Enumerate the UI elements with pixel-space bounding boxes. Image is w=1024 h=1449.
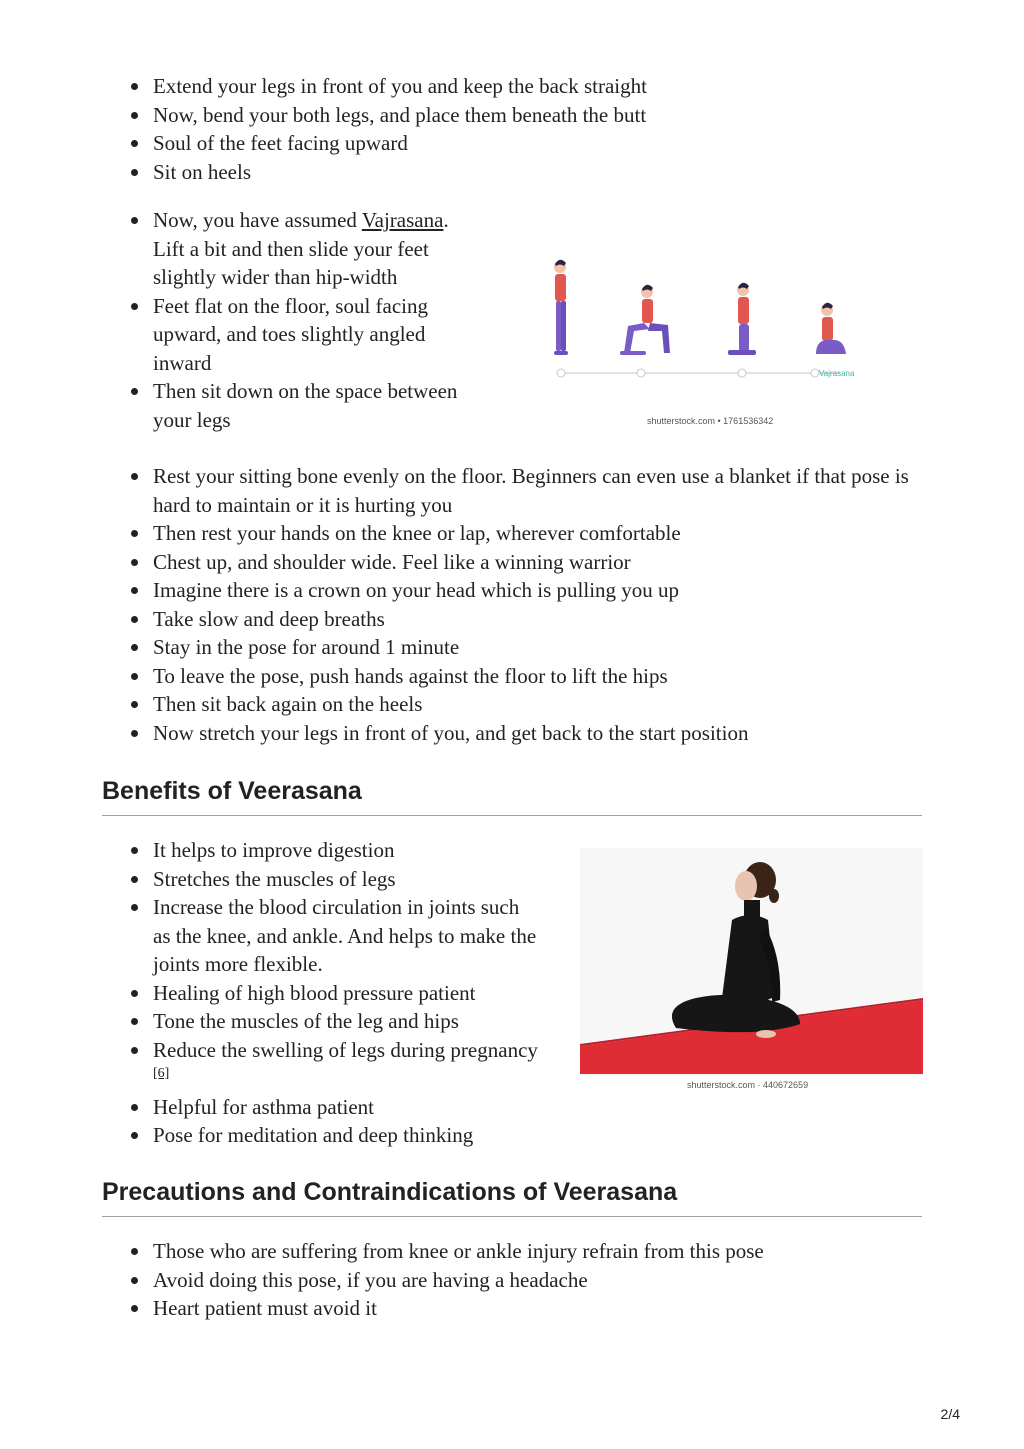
list-item: Rest your sitting bone evenly on the floor. Beginners can even use a blanket if that pose is hard to maintain or it is hurting you	[153, 462, 913, 519]
steps-list-bottom	[153, 462, 913, 747]
vajrasana-link[interactable]: Vajrasana	[361, 208, 444, 232]
seated-pose-photo	[580, 848, 923, 1076]
pose-sequence-illustration	[540, 250, 870, 390]
figure-caption: shutterstock.com · 440672659	[687, 1080, 809, 1090]
benefits-list	[153, 836, 538, 1150]
list-item: Now stretch your legs in front of you, and get back to the start position	[153, 719, 913, 748]
list-item: Stay in the pose for around 1 minute	[153, 633, 913, 662]
section-divider	[102, 815, 922, 816]
section-divider	[102, 1216, 922, 1217]
list-item: Stretches the muscles of legs	[153, 865, 538, 894]
list-item-text: . Lift a bit and then slide your feet slightly wider than hip-width	[153, 208, 449, 289]
list-item	[153, 206, 465, 292]
list-item: Imagine there is a crown on your head which is pulling you up	[153, 576, 913, 605]
precautions-list	[153, 1237, 913, 1323]
list-item: Tone the muscles of the leg and hips	[153, 1007, 538, 1036]
list-item-text: Reduce the swelling of legs during pregnancy	[153, 1037, 538, 1062]
list-item: Then sit down on the space between your legs	[153, 377, 465, 434]
list-item	[153, 1036, 538, 1093]
list-item: Now, bend your both legs, and place them beneath the butt	[153, 101, 913, 130]
list-item: Helpful for asthma patient	[153, 1093, 538, 1122]
list-item: Those who are suffering from knee or ankle injury refrain from this pose	[153, 1237, 913, 1266]
list-item: Heart patient must avoid it	[153, 1294, 913, 1323]
list-item: Increase the blood circulation in joints such as the knee, and ankle. And helps to make the joints more flexible.	[153, 893, 538, 979]
list-item: Then sit back again on the heels	[153, 690, 913, 719]
vajrasana-sequence-figure	[540, 250, 870, 430]
list-item: It helps to improve digestion	[153, 836, 538, 865]
page-number: 2/4	[940, 1406, 960, 1422]
list-item: Feet flat on the floor, soul facing upward, and toes slightly angled inward	[153, 292, 465, 378]
steps-list-top	[153, 72, 913, 186]
list-item: Chest up, and shoulder wide. Feel like a winning warrior	[153, 548, 913, 577]
list-item: To leave the pose, push hands against the floor to lift the hips	[153, 662, 913, 691]
steps-list-middle	[153, 206, 465, 434]
list-item: Pose for meditation and deep thinking	[153, 1121, 538, 1150]
benefits-heading: Benefits of Veerasana	[102, 777, 362, 805]
list-item-text: Now, you have assumed	[153, 208, 362, 232]
list-item: Healing of high blood pressure patient	[153, 979, 538, 1008]
list-item: Soul of the feet facing upward	[153, 129, 913, 158]
precautions-heading: Precautions and Contraindications of Veerasana	[102, 1178, 678, 1206]
figure-label: Vajrasana	[819, 369, 855, 378]
veerasana-photo	[580, 848, 923, 1093]
figure-caption: shutterstock.com • 1761536342	[647, 416, 774, 426]
list-item: Sit on heels	[153, 158, 913, 187]
list-item: Take slow and deep breaths	[153, 605, 913, 634]
list-item: Then rest your hands on the knee or lap, wherever comfortable	[153, 519, 913, 548]
citation-link[interactable]: [6]	[153, 1066, 170, 1081]
list-item: Avoid doing this pose, if you are having a headache	[153, 1266, 913, 1295]
list-item: Extend your legs in front of you and keep the back straight	[153, 72, 913, 101]
